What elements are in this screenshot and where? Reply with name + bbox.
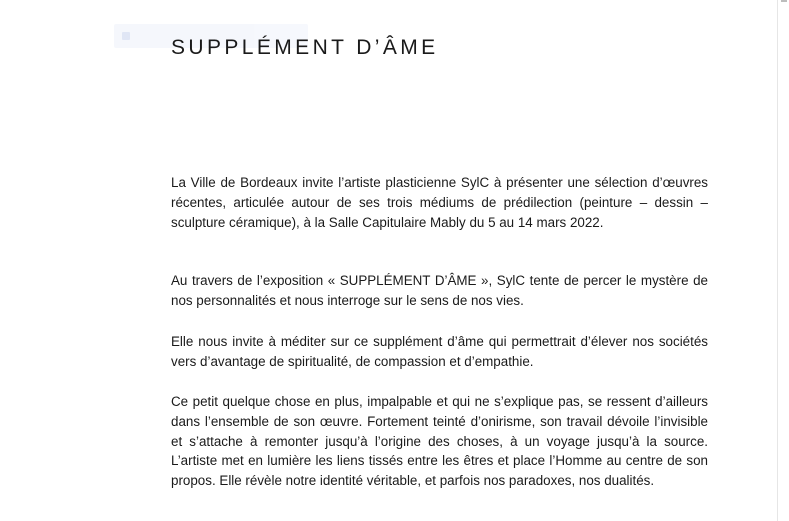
vertical-scrollbar[interactable]	[777, 0, 789, 521]
scroll-up-arrow-icon[interactable]	[781, 0, 787, 2]
page-title: SUPPLÉMENT D’ÂME	[171, 36, 439, 59]
exhibition-paragraph: Au travers de l’exposition « SUPPLÉMENT D’ÂME », SylC tente de percer le mystère de nos personnalités et nous interroge sur le sens de nos vies.	[171, 273, 708, 308]
oeuvre-paragraph: Ce petit quelque chose en plus, impalpable et qui ne s’explique pas, se ressent d’ailleurs dans l’ensemble de son œuvre. Fortement teinté d’onirisme, son travail dévoile l’invisible et s’attache à remonter jusqu’à l’origine des choses, à un voyage jusqu’à la source. L’artiste met en lumière les liens tissés entre les êtres et place l’Homme au centre de son propos. Elle révèle notre identité véritable, et parfois nos paradoxes, nos dualités.	[171, 394, 708, 489]
intro-paragraph: La Ville de Bordeaux invite l’artiste plasticienne SylC à présenter une sélection d’œuvres récentes, articulée autour de ses trois médiums de prédilection (peinture – dessin – sculpture céramique), à la Salle Capitulaire Mably du 5 au 14 mars 2022.	[171, 175, 708, 230]
meditation-paragraph: Elle nous invite à méditer sur ce supplément d’âme qui permettrait d’élever nos sociétés vers d’avantage de spiritualité, de compassion et d’empathie.	[171, 334, 708, 369]
faded-tag-icon	[122, 32, 130, 40]
